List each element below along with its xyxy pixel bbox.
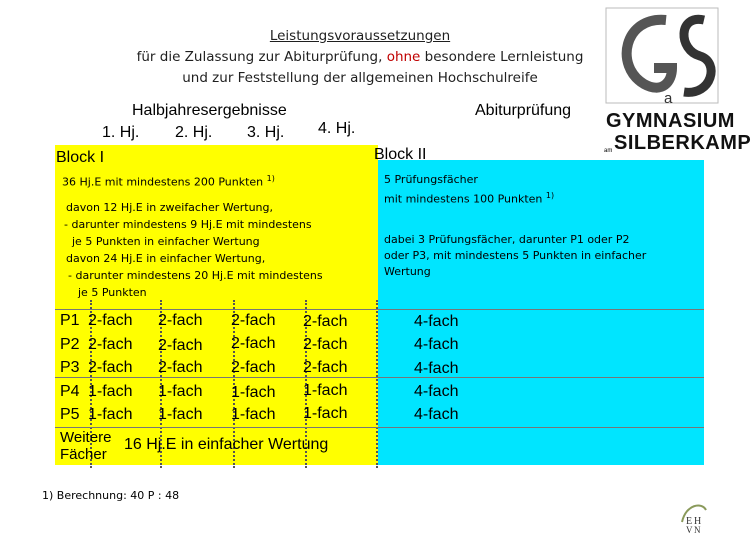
block-1-p3: je 5 Punkten in einfacher Wertung [72,234,260,248]
row-p5-hj1: 1-fach [88,406,133,423]
school-logo [604,6,751,156]
footnote: 1) Berechnung: 40 P : 48 [42,489,180,502]
hj3-label: 3. Hj. [247,124,285,141]
block-2-line-1: 5 Prüfungsfächer [384,173,478,186]
row-p1-abi: 4-fach [414,313,459,330]
block-1-text [62,170,374,301]
row-p4-hj2: 1-fach [158,383,203,400]
header-ohne: ohne [386,49,421,65]
svg-text:E: E [686,516,693,527]
weitere-label-1: Weitere [60,429,112,446]
row-line-3 [55,427,704,428]
header-line-2-pre: für die Zulassung zur Abiturprüfung, [136,49,387,65]
block-2-p1: dabei 3 Prüfungsfächer, darunter P1 oder P2 [384,232,630,246]
row-line-1 [55,309,704,310]
row-p2-hj1: 2-fach [88,336,133,353]
svg-text:H: H [694,516,702,527]
row-p1-hj2: 2-fach [158,312,203,329]
row-p5-abi: 4-fach [414,406,459,423]
row-p3-hj1: 2-fach [88,359,133,376]
halbjahr-title: Halbjahresergebnisse [132,102,287,119]
weitere-text: 16 Hj.E in einfacher Wertung [124,436,329,453]
block-1-p2: - darunter mindestens 9 Hj.E mit mindestens [64,217,312,231]
block-1-line-1-text: 36 Hj.E mit mindestens 200 Punkten [62,175,267,189]
header-line-2-post: besondere Lernleistung [420,49,584,65]
block-1-p5: - darunter mindestens 20 Hj.E mit mindestens [68,268,323,282]
row-p1-hj4: 2-fach [303,313,348,330]
logo-silberkamp: SILBERKAMP [614,132,751,154]
logo-am: am [604,148,613,154]
row-p1-label: P1 [60,312,80,329]
row-p3-label: P3 [60,359,80,376]
row-p3-abi: 4-fach [414,360,459,377]
row-p5-hj4: 1-fach [303,405,348,422]
block-1-p1: davon 12 Hj.E in zweifacher Wertung, [66,200,273,214]
abitur-title: Abiturprüfung [475,102,572,119]
logo-gymnasium: GYMNASIUM [606,110,735,132]
row-p2-label: P2 [60,336,80,353]
block-2-p3: Wertung [384,264,431,278]
row-p4-hj4: 1-fach [303,382,348,399]
row-p4-label: P4 [60,383,80,400]
logo-small-a: a [664,90,673,107]
row-p1-hj1: 2-fach [88,312,133,329]
hj1-label: 1. Hj. [102,124,140,141]
row-p5-hj2: 1-fach [158,406,203,423]
row-line-2 [55,377,704,378]
row-p3-hj4: 2-fach [303,359,348,376]
block-2-text [384,172,700,280]
corner-emblem-icon [676,500,712,534]
block-2-line-2-text: mit mindestens 100 Punkten [384,192,546,206]
row-p3-hj2: 2-fach [158,359,203,376]
row-p1-hj3: 2-fach [231,312,276,329]
block-2-title: Block II [374,146,427,163]
row-p3-hj3: 2-fach [231,359,276,376]
block-2-p2: oder P3, mit mindestens 5 Punkten in einfacher [384,248,647,262]
block-1-p4: davon 24 Hj.E in einfacher Wertung, [66,251,266,265]
header-line-2 [80,47,640,68]
row-p5-label: P5 [60,406,80,423]
svg-text:V: V [686,525,693,535]
block-1-line-1 [62,170,374,191]
block-1-footnote-ref: 1) [266,174,275,183]
block-2-line-2 [384,188,700,208]
row-p5-hj3: 1-fach [231,406,276,423]
row-p4-abi: 4-fach [414,383,459,400]
hj4-label: 4. Hj. [318,120,356,137]
corner-emblem [676,500,712,534]
row-p4-hj3: 1-fach [231,384,276,401]
svg-text:N: N [694,525,701,535]
separator-5 [376,300,378,468]
block-2-footnote-ref: 1) [545,191,555,200]
row-p2-hj4: 2-fach [303,336,348,353]
row-p2-hj3: 2-fach [231,335,276,352]
weitere-label-2: Fächer [60,446,107,463]
row-p2-hj2: 2-fach [158,337,203,354]
block-1-p6: je 5 Punkten [78,285,147,299]
block-1-title: Block I [56,149,105,166]
page-title: Leistungsvoraussetzungen [269,28,451,44]
header-line-3: und zur Feststellung der allgemeinen Hochschulreife [182,70,538,86]
row-p2-abi: 4-fach [414,336,459,353]
hj2-label: 2. Hj. [175,124,213,141]
row-p4-hj1: 1-fach [88,383,133,400]
header [80,26,640,89]
